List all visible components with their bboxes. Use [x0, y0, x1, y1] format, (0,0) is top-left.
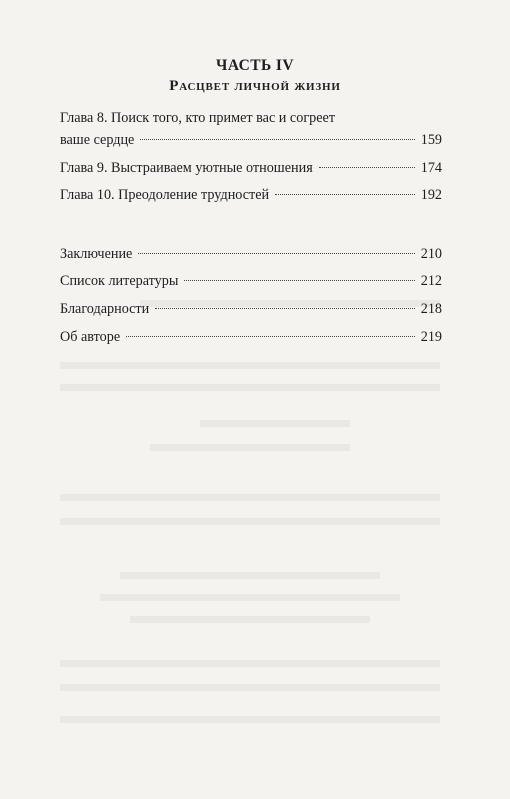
bleed-through-line	[60, 716, 440, 723]
toc-entry-title: Об авторе	[60, 329, 121, 345]
dot-leader	[138, 253, 414, 254]
dot-leader	[319, 167, 415, 168]
toc-entry-chapter-8[interactable]	[60, 107, 442, 151]
part-label: ЧАСТЬ IV	[216, 57, 294, 74]
toc-page-number: 212	[420, 273, 442, 289]
bleed-through-line	[60, 518, 440, 525]
bleed-through-line	[130, 616, 370, 623]
toc-entry-about-author[interactable]	[60, 326, 442, 348]
dot-leader	[140, 139, 414, 140]
toc-entry-title: Список литературы	[60, 273, 179, 289]
toc-page-number: 218	[420, 301, 442, 317]
bleed-through-line	[60, 384, 440, 391]
dot-leader	[275, 194, 415, 195]
dot-leader	[184, 280, 414, 281]
toc-entry-title: Благодарности	[60, 301, 150, 317]
bleed-through-line	[120, 572, 380, 579]
toc-page-number: 210	[420, 246, 442, 262]
bleed-through-line	[100, 594, 400, 601]
bleed-through-line	[60, 362, 440, 369]
bleed-through-line	[150, 444, 350, 451]
toc-entry-title: Глава 10. Преодоление трудностей	[60, 187, 270, 203]
part-title: Расцвет личной жизни	[169, 78, 341, 94]
dot-leader	[126, 336, 415, 337]
toc-page-number: 159	[420, 132, 442, 148]
toc-entry-title: Глава 9. Выстраиваем уютные отношения	[60, 160, 313, 176]
toc-entry-chapter-10[interactable]	[60, 184, 442, 206]
toc-entry-conclusion[interactable]	[60, 243, 442, 265]
toc-entry-title-line1: Глава 8. Поиск того, кто примет вас и согреет	[60, 110, 336, 126]
toc-page-number: 219	[420, 329, 442, 345]
bleed-through-line	[60, 660, 440, 667]
toc-page-number: 174	[420, 160, 442, 176]
toc-entry-bibliography[interactable]	[60, 270, 442, 292]
bleed-through-line	[60, 494, 440, 501]
toc-page-number: 192	[420, 187, 442, 203]
dot-leader	[155, 308, 414, 309]
toc-entry-title-line2: ваше сердце	[60, 132, 135, 148]
bleed-through-line	[200, 420, 350, 427]
toc-entry-acknowledgements[interactable]	[60, 298, 442, 320]
toc-entry-title: Заключение	[60, 246, 133, 262]
toc-entry-chapter-9[interactable]	[60, 157, 442, 179]
bleed-through-line	[60, 684, 440, 691]
